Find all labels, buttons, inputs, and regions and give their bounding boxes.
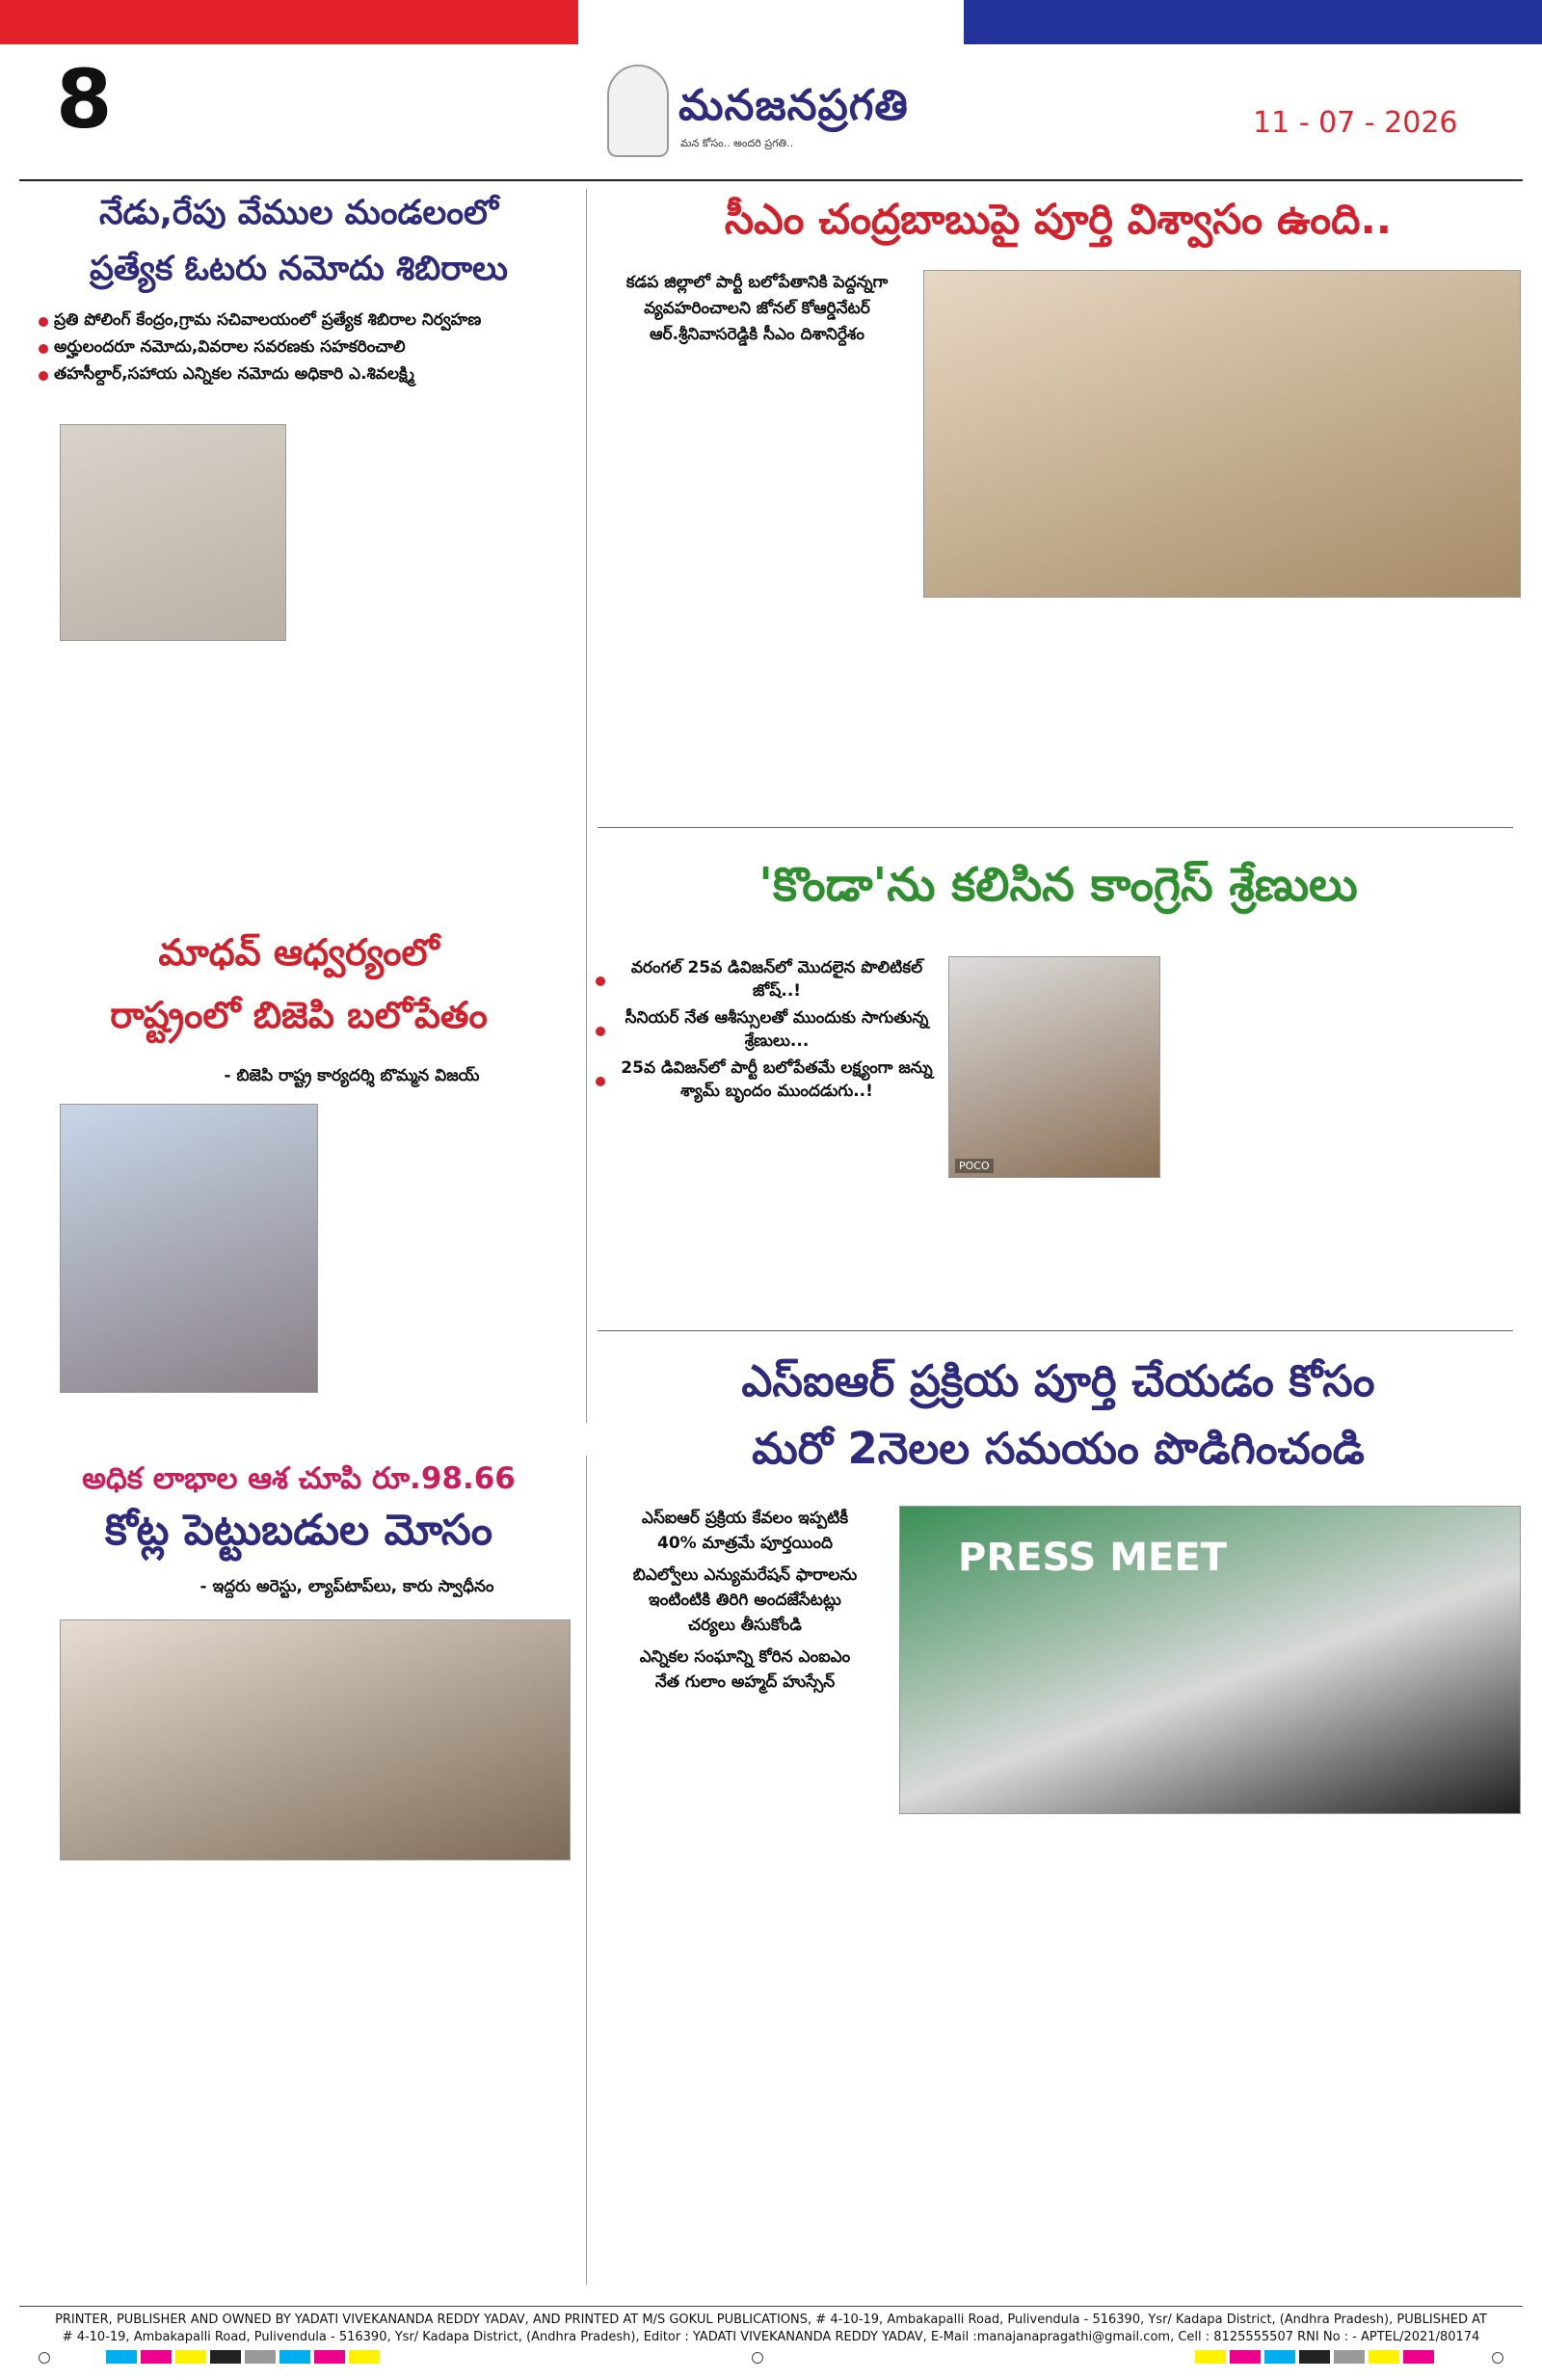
story5-kicker: అధిక లాభాల ఆశ చూపి రూ.98.66: [82, 1461, 516, 1496]
story1-photo-official: [60, 424, 286, 641]
bullet-icon: [596, 1027, 605, 1036]
bullet-icon: [39, 317, 48, 327]
story6-headline-line2: మరో 2నెలల సమయం పొడిగించండి: [752, 1423, 1365, 1474]
logo-tagline: మన కోసం.. అందరి ప్రగతి..: [680, 137, 794, 149]
story1-bullet: తహసీల్దార్,సహాయ ఎన్నికల నమోదు అధికారి ఎ.శివలక్ష్మి: [39, 364, 588, 388]
story4-body-col2: [1168, 954, 1521, 1272]
story3-body: [60, 1398, 580, 1446]
story4-bullet: సీనియర్ నేత ఆశీస్సులతో ముందుకు సాగుతున్న శ్రేణులు...: [596, 1008, 943, 1055]
masthead-blue-band: [964, 0, 1542, 44]
color-swatch: [175, 2350, 206, 2364]
color-swatch: [349, 2350, 380, 2364]
color-swatch: [1334, 2350, 1365, 2364]
bullet-icon: [596, 1077, 605, 1086]
story3-byline: - బిజెపి రాష్ట్ర కార్యదర్శి బొమ్మన విజయ్: [224, 1066, 480, 1085]
story6-headline-line1: ఎస్ఐఆర్ ప్రక్రియ పూర్తి చేయడం కోసం: [741, 1355, 1375, 1406]
story3-headline-line2: రాష్ట్రంలో బిజెపి బలోపేతం: [110, 994, 488, 1036]
story4-bullet: 25వ డివిజన్‌లో పార్టీ బలోపేతమే లక్ష్యంగా జన్ను శ్యామ్ బృందం ముందడుగు..!: [596, 1058, 943, 1105]
story4-headline: 'కొండా'ను కలిసిన కాంగ్రెస్ శ్రేణులు: [758, 858, 1358, 912]
color-swatch: [1195, 2350, 1226, 2364]
story5-photo-police: [60, 1619, 571, 1860]
story5-body: [60, 1868, 580, 2302]
story2-body-col2: [923, 605, 1222, 846]
color-swatch: [1264, 2350, 1295, 2364]
color-swatch: [1299, 2350, 1330, 2364]
color-swatch: [1230, 2350, 1261, 2364]
press-meet-banner: PRESS MEET: [958, 1536, 1227, 1580]
story3-body-col1: [326, 1102, 580, 1396]
story6-body-col1: [596, 1750, 894, 2299]
masthead-divider: [19, 179, 1523, 181]
story2-body-col3: [1226, 605, 1521, 846]
color-swatch: [210, 2350, 241, 2364]
section-divider: [598, 827, 1513, 828]
story1-body: [60, 644, 580, 904]
registration-mark-icon: [752, 2352, 763, 2364]
imprint-footer: [19, 2312, 1523, 2345]
story1-headline-line2: ప్రత్యేక ఓటరు నమోదు శిబిరాలు: [90, 250, 508, 288]
column-divider: [586, 1456, 587, 2285]
color-swatch: [1403, 2350, 1434, 2364]
imprint-line: PRINTER, PUBLISHER AND OWNED BY YADATI VIVEKANANDA REDDY YADAV, AND PRINTED AT M/S GOKUL PUBLICATIONS, # 4-10-19, Ambakapalli Road, Pulivendula - 516390, Ysr/ Kadapa District, (Andhra Pradesh), PUBLISHED AT: [55, 2313, 1487, 2327]
story4-bullet: వరంగల్ 25వ డివిజన్‌లో మొదలైన పొలిటికల్ జోష్..!: [596, 958, 943, 1004]
story6-deck: ఎస్ఐఆర్ ప్రక్రియ కేవలం ఇప్పటికీ 40% మాత్రమే పూర్తయింది బిఎల్వోలు ఎన్యుమరేషన్ ఫారాలను ఇంటింటికి తిరిగి అందజేసేటట్లు చర్యలు తీసుకోండి ఎన్నికల సంఘాన్ని కోరిన ఎంఐఎం నేత గులాం అహ్మద్ హుస్సేన్: [632, 1509, 858, 1693]
section-divider: [598, 1330, 1513, 1331]
story2-deck: కడప జిల్లాలో పార్టీ బలోపేతానికి పెద్దన్నగా వ్యవహరించాలని జోనల్ కోఆర్డినేటర్ ఆర్.శ్రీనివాసరెడ్డికి సీఎం దిశానిర్దేశం: [625, 273, 889, 345]
story1-headline-line1: నేడు,రేపు వేముల మండలంలో: [98, 194, 499, 232]
bullet-icon: [39, 344, 48, 354]
bullet-icon: [596, 976, 605, 986]
story1-bullet: ప్రతి పోలింగ్ కేంద్రం,గ్రామ సచివాలయంలో ప్రత్యేక శిబిరాల నిర్వహణ: [39, 310, 588, 334]
story6-photo-press-meet: [899, 1506, 1521, 1814]
issue-date: 11 - 07 - 2026: [1253, 106, 1458, 140]
story6-body-col2: [899, 1820, 1206, 2302]
story4-photo-congress: POCO: [948, 956, 1160, 1178]
color-swatch: [1369, 2350, 1399, 2364]
story5-byline: - ఇద్దరు అరెస్టు, ల్యాప్‌టాప్‌లు, కారు స్వాధీనం: [199, 1577, 494, 1596]
newspaper-logo: [607, 58, 935, 164]
story3-headline-line1: మాధవ్ ఆధ్వర్యంలో: [158, 931, 439, 974]
logo-name: మనజనప్రగతి: [678, 81, 909, 130]
story3-photo-bjp: [60, 1104, 318, 1393]
registration-mark-icon: [39, 2352, 50, 2364]
registration-mark-icon: [1492, 2352, 1503, 2364]
story4-body-col1: [596, 1184, 1164, 1299]
story2-photo-cm-meeting: [923, 270, 1521, 598]
bullet-icon: [39, 371, 48, 381]
story1-body-col1: [289, 422, 578, 639]
masthead-red-band: [0, 0, 578, 44]
story4-bullets: [596, 954, 943, 1109]
color-swatch: [106, 2350, 137, 2364]
story5-headline: కోట్ల పెట్టుబడుల మోసం: [104, 1506, 493, 1555]
story1-bullet: అర్హులందరూ నమోదు,వివరాల సవరణకు సహకరించాలి: [39, 337, 588, 361]
color-swatch: [141, 2350, 172, 2364]
imprint-line: # 4-10-19, Ambakapalli Road, Pulivendula - 516390, Ysr/ Kadapa District, (Andhra Pradesh), Editor : YADATI VIVEKANANDA REDDY YADAV, E-Mail :manajanapragathi@gmail.com, Cell : 8125555507 RNI No : - APTEL/2021/80174: [62, 2329, 1480, 2344]
story2-body-col1: [596, 376, 918, 848]
story2-headline: సీఎం చంద్రబాబుపై పూర్తి విశ్వాసం ఉంది..: [724, 196, 1393, 244]
story1-bullets: [39, 307, 588, 391]
logo-portrait-icon: [607, 65, 669, 157]
color-swatch: [245, 2350, 276, 2364]
footer-divider: [19, 2306, 1523, 2307]
color-swatch: [314, 2350, 345, 2364]
page-number: 8: [56, 52, 113, 147]
color-swatch: [279, 2350, 310, 2364]
story6-body-col3: [1212, 1820, 1521, 2302]
